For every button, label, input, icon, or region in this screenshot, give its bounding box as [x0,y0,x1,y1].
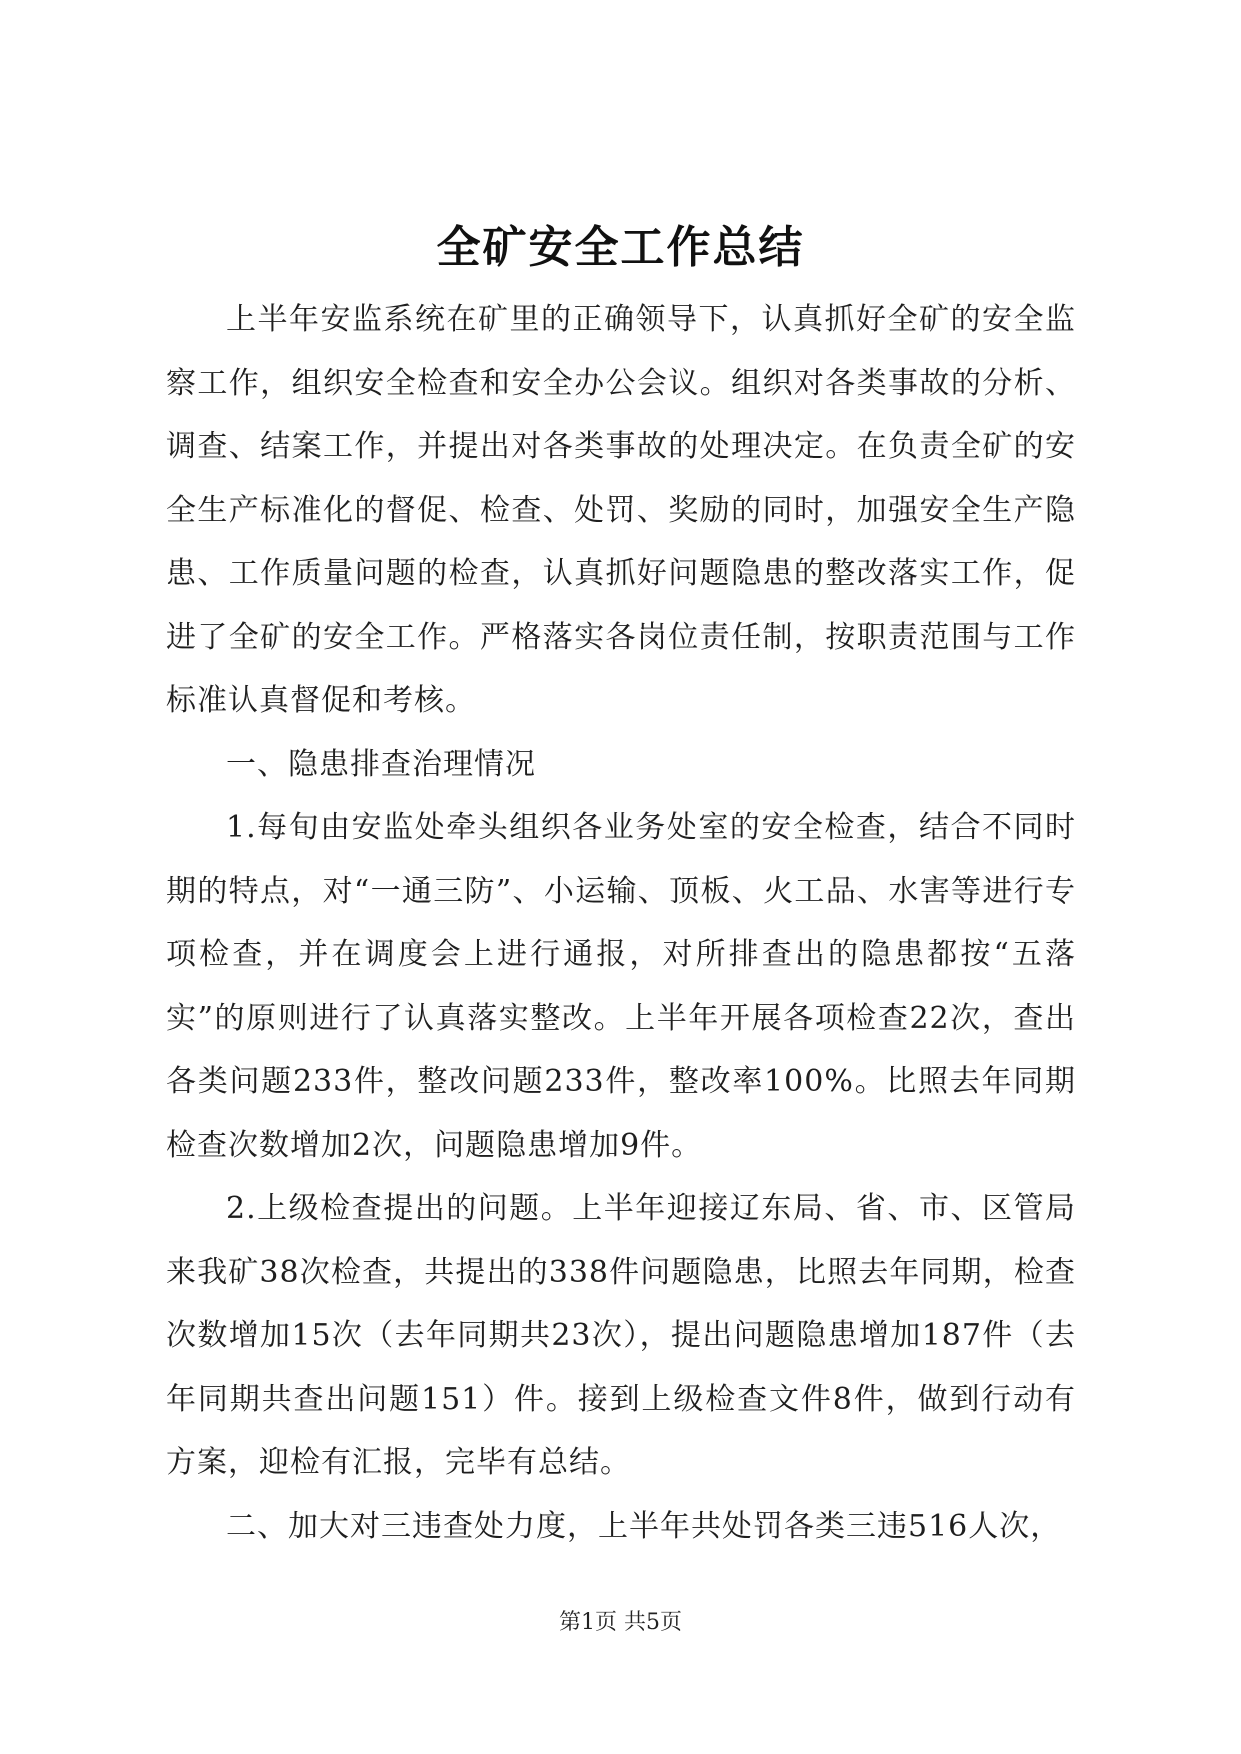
section-heading-2: 二、加大对三违查处力度，上半年共处罚各类三违516人次， [226,1508,1062,1544]
document-body [166,288,1076,1558]
paragraph-item-1: 1.每旬由安监处牵头组织各业务处室的安全检查，结合不同时期的特点，对“一通三防”、小运输、顶板、火工品、水害等进行专项检查，并在调度会上进行通报，对所排查出的隐患都按“五落实”的原则进行了认真落实整改。上半年开展各项检查22次，查出各类问题233件，整改问题233件，整改率100%。比照去年同期检查次数增加2次，问题隐患增加9件。 [166,810,1076,1163]
document-title: 全矿安全工作总结 [436,222,805,273]
section-heading-1: 一、隐患排查治理情况 [226,746,536,782]
paragraph-intro: 上半年安监系统在矿里的正确领导下，认真抓好全矿的安全监察工作，组织安全检查和安全办公会议。组织对各类事故的分析、调查、结案工作，并提出对各类事故的处理决定。在负责全矿的安全生产标准化的督促、检查、处罚、奖励的同时，加强安全生产隐患、工作质量问题的检查，认真抓好问题隐患的整改落实工作，促进了全矿的安全工作。严格落实各岗位责任制，按职责范围与工作标准认真督促和考核。 [166,302,1076,718]
paragraph-item-2: 2.上级检查提出的问题。上半年迎接辽东局、省、市、区管局来我矿38次检查，共提出的338件问题隐患，比照去年同期，检查次数增加15次（去年同期共23次），提出问题隐患增加187件（去年同期共查出问题151）件。接到上级检查文件8件，做到行动有方案，迎检有汇报，完毕有总结。 [166,1191,1076,1480]
page-number-footer: 第1页 共5页 [559,1610,682,1635]
